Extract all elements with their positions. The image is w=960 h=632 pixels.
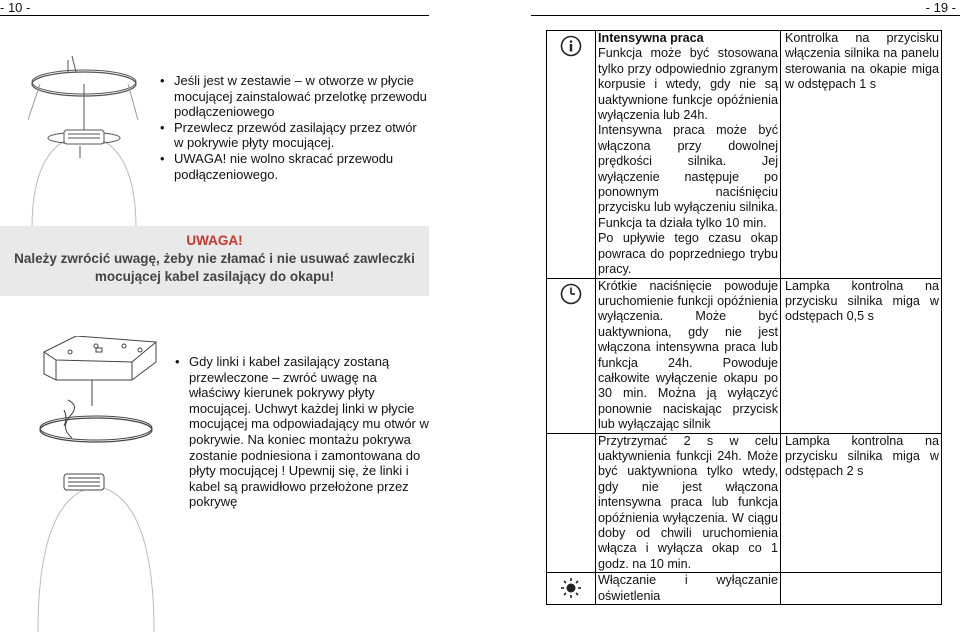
description-text: Po upływie tego czasu okap powraca do poprzedniego trybu pracy. [598,231,778,277]
function-description [596,573,781,605]
page-number-left: - 10 - [0,0,31,15]
warning-body: Należy zwrócić uwagę, żeby nie złamać i nie usuwać zawleczki mocującej kabel zasilający do okapu! [14,251,415,284]
functions-table [546,30,942,605]
info-icon [560,35,582,57]
indicator-description: Kontrolka na przycisku włączenia silnika na panelu sterowania na okapie miga w odstępach 1 s [781,31,942,279]
page-number-right: - 19 - [925,0,956,15]
function-description [596,433,781,573]
list-item: • Jeśli jest w zestawie – w otworze w płycie mocującej zainstalować przelotkę przewodu podłączeniowego [160,73,428,120]
description-text: Krótkie naciśnięcie powoduje uruchomienie funkcji opóźnienia wyłączenia. Może być uaktywniona, gdy nie jest włączona intensywna praca lub funkcja 24h. Powoduje całkowite wyłączenie okapu po 30 min. Można ją wyłączyć ponownie naciskając przycisk lub wyłączając silnik [598,278,778,432]
table-row [547,433,942,573]
header-rule-left [0,15,429,16]
function-title: Intensywna praca [598,31,704,45]
icon-cell [547,31,596,279]
list-item: • Gdy linki i kabel zasilający zostaną przewleczone – zwróć uwagę na właściwy kierunek pokrywy płyty mocującej. Uchwyt każdej linki w płycie mocującej ma odpowiadający mu otwór w pokrywie. Na koniec montażu pokrywa zostanie podniesiona i zamontowana do płyty mocującej ! Upewnij się, że linki i kabel są prawidłowo przełożone przez pokrywę [175,354,429,510]
description-text: Przytrzymać 2 s w celu uaktywnienia funkcji 24h. Może być uaktywniona tylko wtedy, gdy nie jest włączona intensywna praca lub funkcja opóźnienia wyłączenia. W ciągu doby od chwili uruchomienia włącza i wyłącza okap co 1 godz. na 10 min. [598,433,778,571]
icon-cell [547,278,596,433]
description-text: Włączanie i wyłączanie oświetlenia [598,573,778,603]
description-text: Intensywna praca może być włączona przy dowolnej prędkości silnika. Jej wyłączenie następuje po ponownym naciśnięciu przycisku lub wyłączeniu silnika. [598,123,778,215]
clock-icon [560,283,582,305]
cover-alignment-illustration [36,336,162,632]
installation-steps-list [160,73,428,182]
function-description [596,31,781,279]
function-description [596,278,781,433]
icon-cell [547,433,596,573]
list-item: • UWAGA! nie wolno skracać przewodu podłączeniowego. [160,151,428,182]
header-rule-right [531,15,960,16]
list-item: • Przewlecz przewód zasilający przez otwór w pokrywie płyty mocującej. [160,120,428,151]
icon-cell [547,573,596,605]
table-row [547,573,942,605]
warning-box [0,226,429,296]
indicator-description: Lampka kontrolna na przycisku silnika miga w odstępach 0,5 s [781,278,942,433]
description-text: Funkcja może być stosowana tylko przy odpowiednio zgranym korpusie i wtedy, gdy nie są uaktywnione funkcje opóźnienia wyłączenia lub 24h. [598,46,778,123]
table-row [547,31,942,279]
description-text: Funkcja ta działa tylko 10 min. [598,215,767,230]
indicator-description: Lampka kontrolna na przycisku silnika miga w odstępach 2 s [781,433,942,573]
mounting-plate-illustration [28,50,140,228]
cover-steps-list [175,354,429,510]
indicator-description [781,573,942,605]
warning-title: UWAGA! [186,233,243,248]
light-icon [560,577,582,599]
table-row [547,278,942,433]
